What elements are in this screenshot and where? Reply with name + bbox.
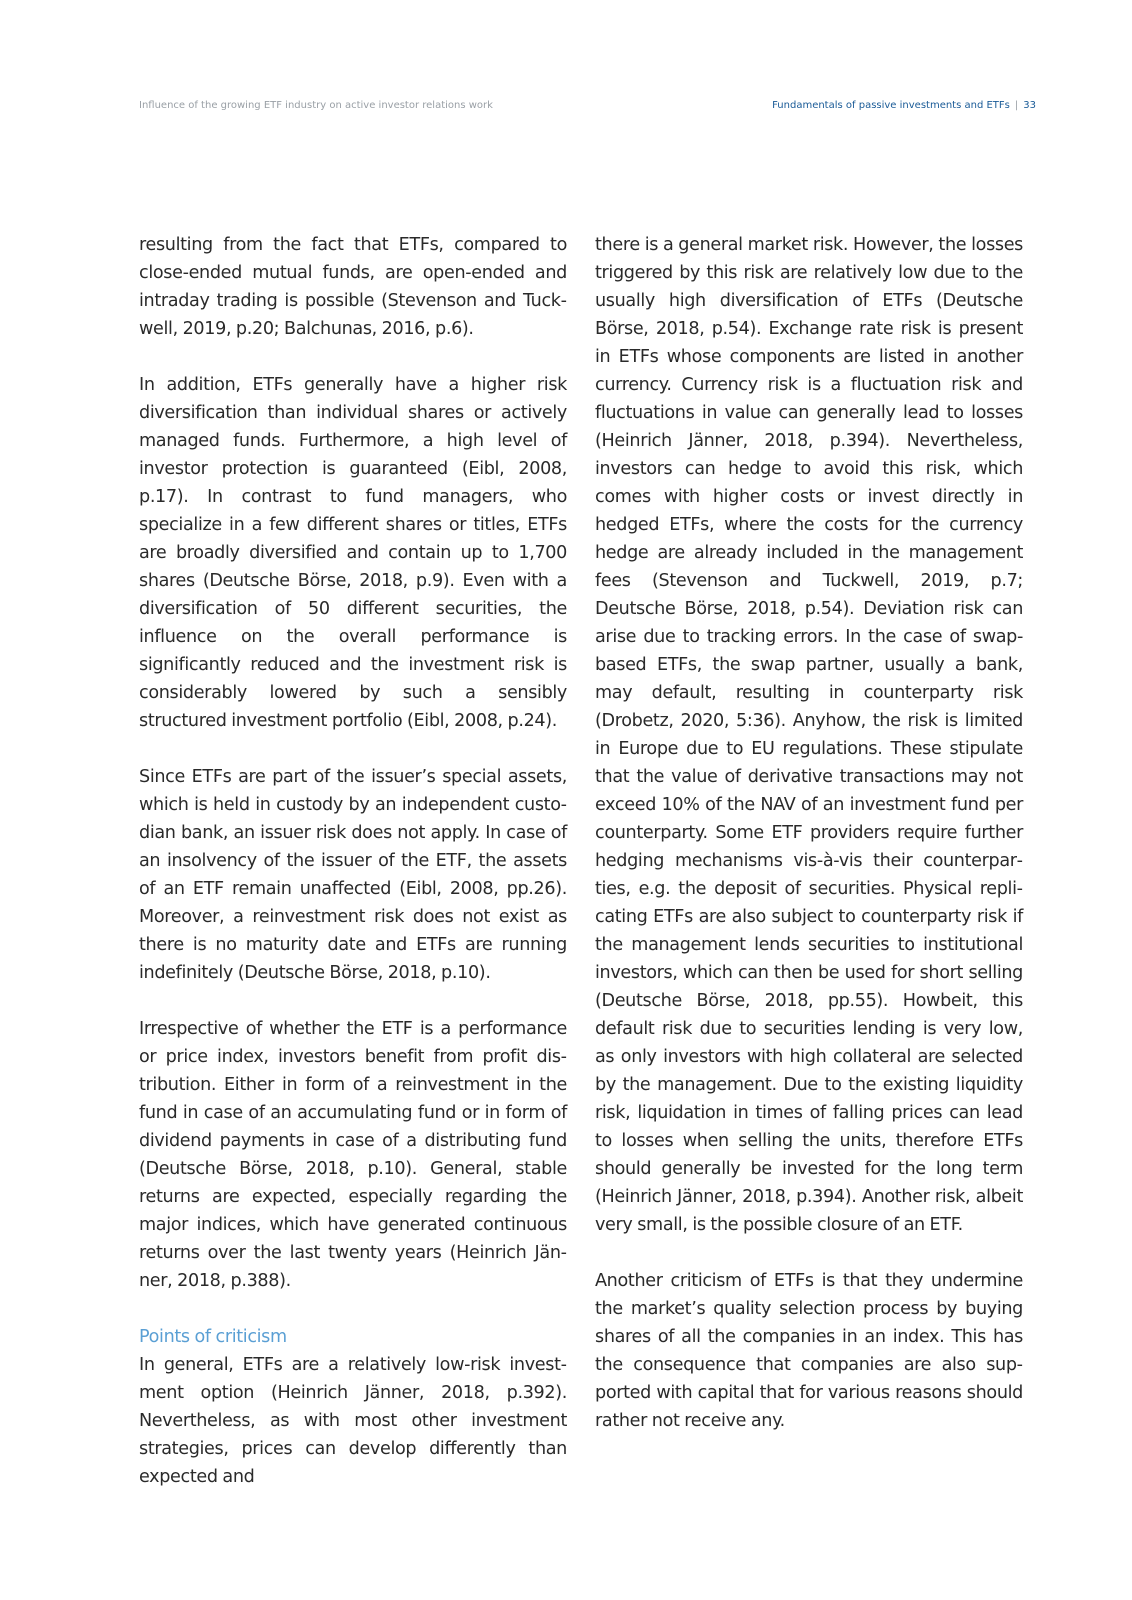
paragraph: Irrespective of whether the ETF is a performance or price index, investors benefit from profit distribution. Either in form of a reinvestment in the fund in case of an accumulating fund or in form of dividend payments in case of a distributing fund (Deutsche Börse, 2018, p.10). General, stable returns are expected, especially regarding the major indices, which have generated continuous returns over the last twenty years (Heinrich Jänner, 2018, p.388). <box>139 1019 567 1291</box>
paragraph: In general, ETFs are a relatively low-risk investment option (Heinrich Jänner, 2018, p.392). Nevertheless, as with most other investment strategies, prices can develop differently than expected and <box>139 1355 567 1487</box>
running-header <box>139 99 1036 113</box>
section-title: Fundamentals of passive investments and ETFs <box>772 100 1010 111</box>
paragraph: there is a general market risk. However, the losses triggered by this risk are relatively low due to the usually high diversification of ETFs (Deutsche Börse, 2018, p.54). Exchange rate risk is present in ETFs whose components are listed in another currency. Currency risk is a fluctuation risk and fluctuations in value can generally lead to losses (Heinrich Jänner, 2018, p.394). Nevertheless, investors can hedge to avoid this risk, which comes with higher costs or invest directly in hedged ETFs, where the costs for the currency hedge are already included in the management fees (Stevenson and Tuckwell, 2019, p.7; Deutsche Börse, 2018, p.54). Deviation risk can arise due to tracking errors. In the case of swap-based ETFs, the swap partner, usually a bank, may default, resulting in counterparty risk (Drobetz, 2020, 5:36). Anyhow, the risk is limited in Europe due to EU regulations. These stipulate that the value of derivative transactions may not exceed 10% of the NAV of an investment fund per counterparty. Some ETF providers require further hedging mechanisms vis-à-vis their counterparties, e.g. the deposit of securities. Physical replicating ETFs are also subject to counterparty risk if the management lends securities to institutional investors, which can then be used for short selling (Deutsche Börse, 2018, pp.55). Howbeit, this default risk due to securities lending is very low, as only investors with high collateral are selected by the management. Due to the existing liquidity risk, liquidation in times of falling prices can lead to losses when selling the units, therefore ETFs should generally be invested for the long term (Heinrich Jänner, 2018, p.394). Another risk, albeit very small, is the possible closure of an ETF. <box>595 235 1023 1235</box>
page-number: 33 <box>1023 100 1036 111</box>
paragraph: resulting from the fact that ETFs, compared to close-ended mutual funds, are open-ended and intraday trading is possible (Stevenson and Tuckwell, 2019, p.20; Balchunas, 2016, p.6). <box>139 235 567 339</box>
paragraph: Since ETFs are part of the issuer’s special assets, which is held in custody by an independent custodian bank, an issuer risk does not apply. In case of an insolvency of the issuer of the ETF, the assets of an ETF remain unaffected (Eibl, 2008, pp.26). Moreover, a reinvestment risk does not exist as there is no maturity date and ETFs are running indefinitely (Deutsche Börse, 2018, p.10). <box>139 767 567 983</box>
subheading-points-of-criticism: Points of criticism <box>139 1327 287 1347</box>
right-column <box>595 231 1023 1435</box>
publication-title: Influence of the growing ETF industry on active investor relations work <box>139 100 493 111</box>
paragraph: In addition, ETFs generally have a higher risk diversification than individual shares or actively managed funds. Furthermore, a high level of investor protection is guaranteed (Eibl, 2008, p.17). In contrast to fund managers, who specialize in a few different shares or titles, ETFs are broadly diversified and contain up to 1,700 shares (Deutsche Börse, 2018, p.9). Even with a diversification of 50 different securities, the influence on the overall performance is significantly reduced and the investment risk is considerably lowered by such a sensibly structured investment portfolio (Eibl, 2008, p.24). <box>139 375 567 731</box>
left-column <box>139 231 567 1491</box>
header-separator: | <box>1014 100 1019 111</box>
section-header <box>772 99 1036 113</box>
paragraph: Another criticism of ETFs is that they undermine the market’s quality selection process by buying shares of all the companies in an index. This has the consequence that companies are also supported with capital that for various reasons should rather not receive any. <box>595 1271 1023 1431</box>
